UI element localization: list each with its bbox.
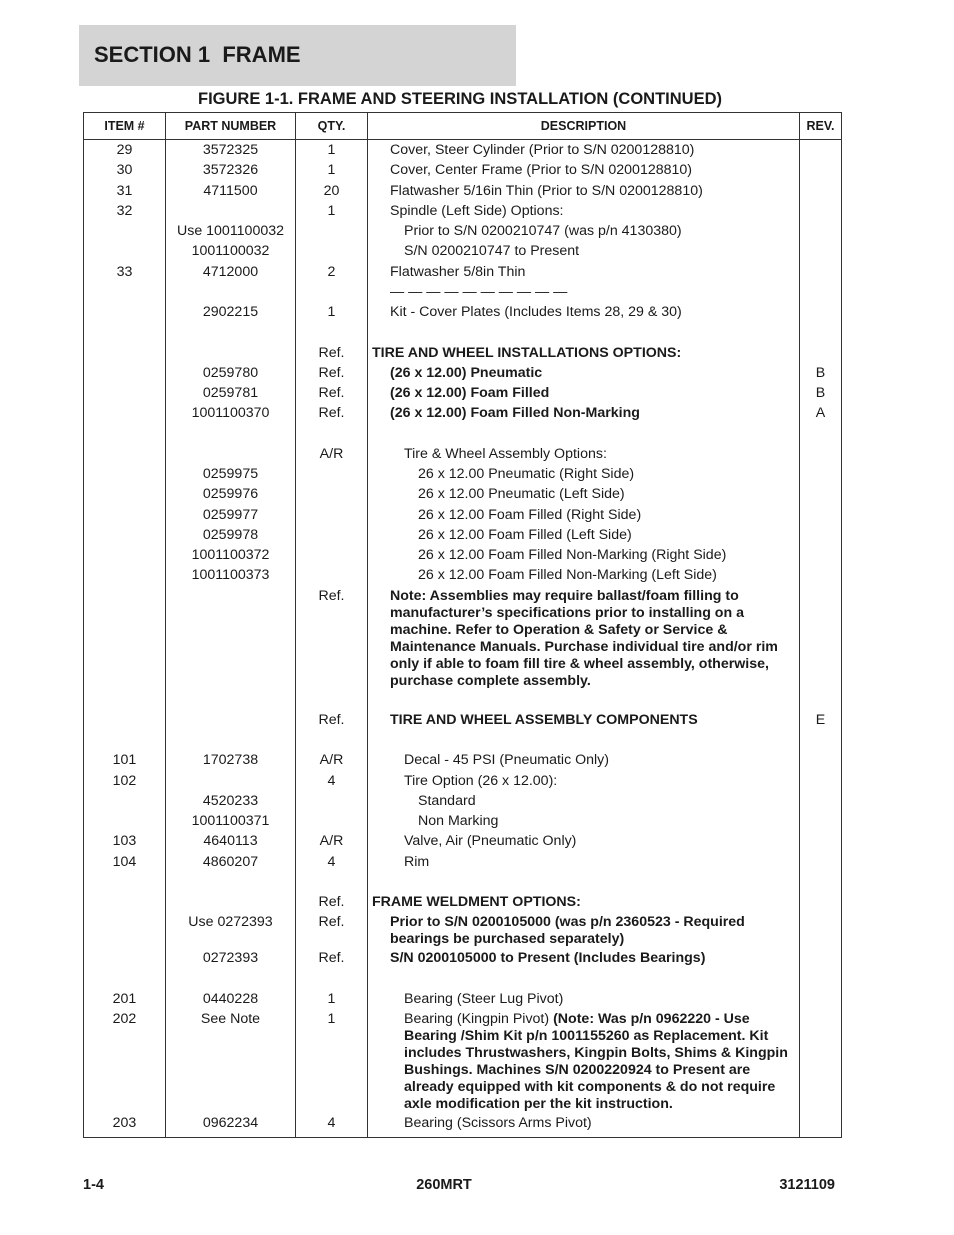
qty-cell [296, 525, 368, 545]
description-cell: (26 x 12.00) Foam Filled Non-Marking [390, 405, 640, 422]
part-number-cell: 3572325 [166, 140, 296, 161]
table-row [84, 403, 842, 423]
rev-cell [800, 140, 842, 161]
rev-cell [800, 912, 842, 948]
item-cell [84, 302, 166, 322]
qty-cell: Ref. [296, 912, 368, 948]
part-number-cell: Use 1001100032 [166, 221, 296, 241]
description-text: Bearing (Kingpin Pivot) [404, 1011, 550, 1027]
table-row [84, 505, 842, 525]
item-cell: 32 [84, 201, 166, 221]
description-cell: S/N 0200105000 to Present (Includes Bearings) [390, 950, 706, 967]
part-number-cell [166, 343, 296, 363]
item-cell [84, 710, 166, 730]
table-row [84, 140, 842, 161]
header-part-number: PART NUMBER [166, 113, 296, 140]
item-cell [84, 444, 166, 464]
rev-cell [800, 892, 842, 912]
part-number-cell: 1001100372 [166, 545, 296, 565]
qty-cell [296, 282, 368, 302]
rev-cell [800, 1113, 842, 1133]
kingpin-note: (Note: Was p/n 0962220 - Use Bearing /Shim Kit p/n 1001155260 as Replacement. Kit includes Thrustwashers, Kingpin Bolts, Shims & Kingpin Bushings. Machines S/N 0200220924 to Present are already equipped with kit components & do not require axle modification per the kit instruction. [404, 1011, 788, 1112]
qty-cell [296, 241, 368, 261]
item-cell: 30 [84, 160, 166, 180]
qty-cell [296, 464, 368, 484]
table-row [84, 852, 842, 872]
part-number-cell: 4711500 [166, 181, 296, 201]
table-row [84, 343, 842, 363]
table-row [84, 444, 842, 464]
rev-cell [800, 525, 842, 545]
rev-cell [800, 444, 842, 464]
parts-table [83, 112, 842, 1138]
description-cell: Flatwasher 5/16in Thin (Prior to S/N 0200128810) [390, 182, 703, 199]
part-number-cell: 0259976 [166, 484, 296, 504]
part-number-cell: 0440228 [166, 989, 296, 1009]
rev-cell: E [800, 710, 842, 730]
item-cell: 102 [84, 771, 166, 791]
table-row [84, 464, 842, 484]
table-row [84, 241, 842, 261]
qty-cell: Ref. [296, 383, 368, 403]
qty-cell [296, 545, 368, 565]
header-description: DESCRIPTION [368, 113, 800, 140]
item-cell: 203 [84, 1113, 166, 1133]
qty-cell: Ref. [296, 892, 368, 912]
qty-cell [296, 565, 368, 585]
table-row [84, 565, 842, 585]
qty-cell: 4 [296, 852, 368, 872]
table-row [84, 1113, 842, 1133]
description-cell: 26 x 12.00 Foam Filled (Left Side) [418, 526, 632, 543]
item-cell [84, 363, 166, 383]
qty-cell: 1 [296, 989, 368, 1009]
spacer-row [84, 690, 842, 710]
qty-cell [296, 811, 368, 831]
table-row [84, 302, 842, 322]
description-cell: Non Marking [418, 813, 499, 829]
part-number-cell: 0962234 [166, 1113, 296, 1133]
table-row [84, 201, 842, 221]
part-number-cell: 1001100370 [166, 403, 296, 423]
table-row [84, 160, 842, 180]
description-cell: Flatwasher 5/8in Thin [390, 263, 526, 280]
description-cell: 26 x 12.00 Pneumatic (Right Side) [418, 466, 635, 482]
part-number-cell: 1001100371 [166, 811, 296, 831]
table-row [84, 383, 842, 403]
assembly-note: Note: Assemblies may require ballast/foam filling to manufacturer’s specifications prior to installing on a machine. Refer to Operation & Safety or Service & Maintenance Manuals. Purchase individual tire and/or rim only if able to foam fill tire & wheel assembly, otherwise, purchase complete assembly. [390, 587, 778, 689]
rev-cell [800, 565, 842, 585]
description-cell: Tire Option (26 x 12.00): [404, 772, 558, 789]
rev-cell [800, 989, 842, 1009]
description-cell: 26 x 12.00 Foam Filled Non-Marking (Right Side) [418, 547, 727, 563]
header-item: ITEM # [84, 113, 166, 140]
item-cell [84, 565, 166, 585]
item-cell [84, 811, 166, 831]
item-cell [84, 343, 166, 363]
figure-title: FIGURE 1-1. FRAME AND STEERING INSTALLATION (CONTINUED) [197, 90, 723, 108]
page-number: 1-4 [83, 1177, 104, 1193]
rev-cell [800, 262, 842, 282]
item-cell [84, 403, 166, 423]
item-cell: 31 [84, 181, 166, 201]
description-cell: Standard [418, 792, 476, 809]
rev-cell [800, 791, 842, 811]
header-rev: REV. [800, 113, 842, 140]
qty-cell: 4 [296, 1113, 368, 1133]
rev-cell [800, 302, 842, 322]
rev-cell [800, 505, 842, 525]
rev-cell [800, 201, 842, 221]
group-heading: TIRE AND WHEEL INSTALLATIONS OPTIONS: [372, 344, 682, 361]
rev-cell: A [800, 403, 842, 423]
qty-cell: Ref. [296, 586, 368, 690]
table-row [84, 545, 842, 565]
rev-cell [800, 1009, 842, 1113]
qty-cell: 2 [296, 262, 368, 282]
qty-cell: Ref. [296, 710, 368, 730]
qty-cell: 1 [296, 1009, 368, 1113]
qty-cell: Ref. [296, 403, 368, 423]
qty-cell: 1 [296, 302, 368, 322]
table-header-row [84, 113, 842, 140]
table-row [84, 771, 842, 791]
item-cell [84, 791, 166, 811]
rev-cell [800, 241, 842, 261]
item-cell [84, 383, 166, 403]
item-cell [84, 221, 166, 241]
spacer-row [84, 969, 842, 989]
part-number-cell: 0259978 [166, 525, 296, 545]
part-number-cell [166, 586, 296, 690]
description-cell: S/N 0200210747 to Present [404, 243, 580, 260]
rev-cell [800, 221, 842, 241]
rev-cell: B [800, 363, 842, 383]
section-title: SECTION 1 FRAME [94, 42, 301, 67]
description-cell: Kit - Cover Plates (Includes Items 28, 29 & 30) [390, 304, 682, 320]
qty-cell: 4 [296, 771, 368, 791]
rev-cell [800, 343, 842, 363]
item-cell: 103 [84, 831, 166, 851]
group-heading: FRAME WELDMENT OPTIONS: [372, 894, 581, 910]
description-cell [372, 1009, 795, 1113]
description-cell: Tire & Wheel Assembly Options: [404, 445, 607, 462]
item-cell [84, 525, 166, 545]
item-cell: 202 [84, 1009, 166, 1113]
table-row [84, 586, 842, 690]
rev-cell [800, 484, 842, 504]
item-cell: 29 [84, 140, 166, 161]
part-number-cell: 1001100373 [166, 565, 296, 585]
qty-cell [296, 791, 368, 811]
separator-dashes: — — — — — — — — — — [390, 283, 568, 300]
rev-cell [800, 181, 842, 201]
rev-cell [800, 545, 842, 565]
item-cell: 33 [84, 262, 166, 282]
qty-cell: Ref. [296, 948, 368, 968]
part-number-cell: 0259781 [166, 383, 296, 403]
rev-cell [800, 831, 842, 851]
spacer-row [84, 322, 842, 342]
part-number-cell [166, 444, 296, 464]
part-number-cell [166, 201, 296, 221]
part-number-cell: 3572326 [166, 160, 296, 180]
table-row [84, 484, 842, 504]
item-cell [84, 586, 166, 690]
part-number-cell: 0259977 [166, 505, 296, 525]
table-row [84, 892, 842, 912]
description-cell: Cover, Center Frame (Prior to S/N 0200128810) [390, 162, 693, 179]
qty-cell: Ref. [296, 363, 368, 383]
qty-cell: 1 [296, 140, 368, 161]
qty-cell [296, 505, 368, 525]
spacer-row [84, 872, 842, 892]
table-row [84, 525, 842, 545]
qty-cell [296, 221, 368, 241]
item-cell [84, 241, 166, 261]
item-cell [84, 282, 166, 302]
part-number-cell: 4520233 [166, 791, 296, 811]
part-number-cell: 0259780 [166, 363, 296, 383]
table-row [84, 750, 842, 770]
item-cell [84, 948, 166, 968]
item-cell: 104 [84, 852, 166, 872]
description-cell: (26 x 12.00) Pneumatic [390, 364, 543, 381]
rev-cell: B [800, 383, 842, 403]
table-row [84, 989, 842, 1009]
rev-cell [800, 811, 842, 831]
spacer-row [84, 424, 842, 444]
spacer-row [84, 730, 842, 750]
item-cell: 201 [84, 989, 166, 1009]
rev-cell [800, 771, 842, 791]
table-row [84, 262, 842, 282]
description-cell: 26 x 12.00 Pneumatic (Left Side) [418, 486, 625, 503]
item-cell [84, 505, 166, 525]
description-cell: Rim [404, 853, 430, 870]
table-row [84, 282, 842, 302]
table-row [84, 1009, 842, 1113]
part-number-cell: See Note [166, 1009, 296, 1113]
qty-cell: 20 [296, 181, 368, 201]
description-cell: Spindle (Left Side) Options: [390, 202, 564, 219]
section-banner [79, 25, 516, 86]
table-row [84, 710, 842, 730]
description-cell: Cover, Steer Cylinder (Prior to S/N 0200128810) [390, 142, 695, 158]
table-row [84, 831, 842, 851]
part-number-cell: Use 0272393 [166, 912, 296, 948]
item-cell [84, 464, 166, 484]
qty-cell: A/R [296, 444, 368, 464]
model-name: 260MRT [416, 1177, 472, 1193]
description-cell: Decal - 45 PSI (Pneumatic Only) [404, 752, 610, 769]
part-number-cell: 1001100032 [166, 241, 296, 261]
part-number-cell [166, 710, 296, 730]
item-cell [84, 484, 166, 504]
description-cell: Prior to S/N 0200210747 (was p/n 4130380) [404, 223, 682, 239]
qty-cell: 1 [296, 160, 368, 180]
item-cell: 101 [84, 750, 166, 770]
header-qty: QTY. [296, 113, 368, 140]
table-row [84, 811, 842, 831]
part-number-cell: 4640113 [166, 831, 296, 851]
rev-cell [800, 750, 842, 770]
filler-row [84, 1133, 842, 1137]
item-cell [84, 892, 166, 912]
part-number-cell: 0272393 [166, 948, 296, 968]
rev-cell [800, 282, 842, 302]
part-number-cell [166, 282, 296, 302]
item-cell [84, 545, 166, 565]
rev-cell [800, 464, 842, 484]
part-number-cell: 1702738 [166, 750, 296, 770]
qty-cell: Ref. [296, 343, 368, 363]
description-cell: 26 x 12.00 Foam Filled Non-Marking (Left Side) [418, 567, 717, 584]
part-number-cell: 2902215 [166, 302, 296, 322]
table-row [84, 181, 842, 201]
table-row [84, 221, 842, 241]
part-number-cell: 0259975 [166, 464, 296, 484]
rev-cell [800, 160, 842, 180]
rev-cell [800, 852, 842, 872]
description-cell: (26 x 12.00) Foam Filled [390, 385, 550, 401]
description-cell: Prior to S/N 0200105000 (was p/n 2360523 - Required bearings be purchased separately) [390, 914, 745, 948]
description-cell: Valve, Air (Pneumatic Only) [404, 833, 577, 850]
manual-number: 3121109 [779, 1177, 835, 1193]
table-row [84, 912, 842, 948]
qty-cell: 1 [296, 201, 368, 221]
table-row [84, 948, 842, 968]
part-number-cell [166, 892, 296, 912]
group-heading: TIRE AND WHEEL ASSEMBLY COMPONENTS [390, 711, 698, 728]
item-cell [84, 912, 166, 948]
qty-cell [296, 484, 368, 504]
qty-cell: A/R [296, 750, 368, 770]
table-row [84, 363, 842, 383]
part-number-cell [166, 771, 296, 791]
description-cell: Bearing (Scissors Arms Pivot) [404, 1115, 592, 1131]
part-number-cell: 4860207 [166, 852, 296, 872]
part-number-cell: 4712000 [166, 262, 296, 282]
description-cell: 26 x 12.00 Foam Filled (Right Side) [418, 506, 642, 523]
qty-cell: A/R [296, 831, 368, 851]
table-row [84, 791, 842, 811]
description-cell: Bearing (Steer Lug Pivot) [404, 990, 564, 1007]
rev-cell [800, 948, 842, 968]
rev-cell [800, 586, 842, 690]
